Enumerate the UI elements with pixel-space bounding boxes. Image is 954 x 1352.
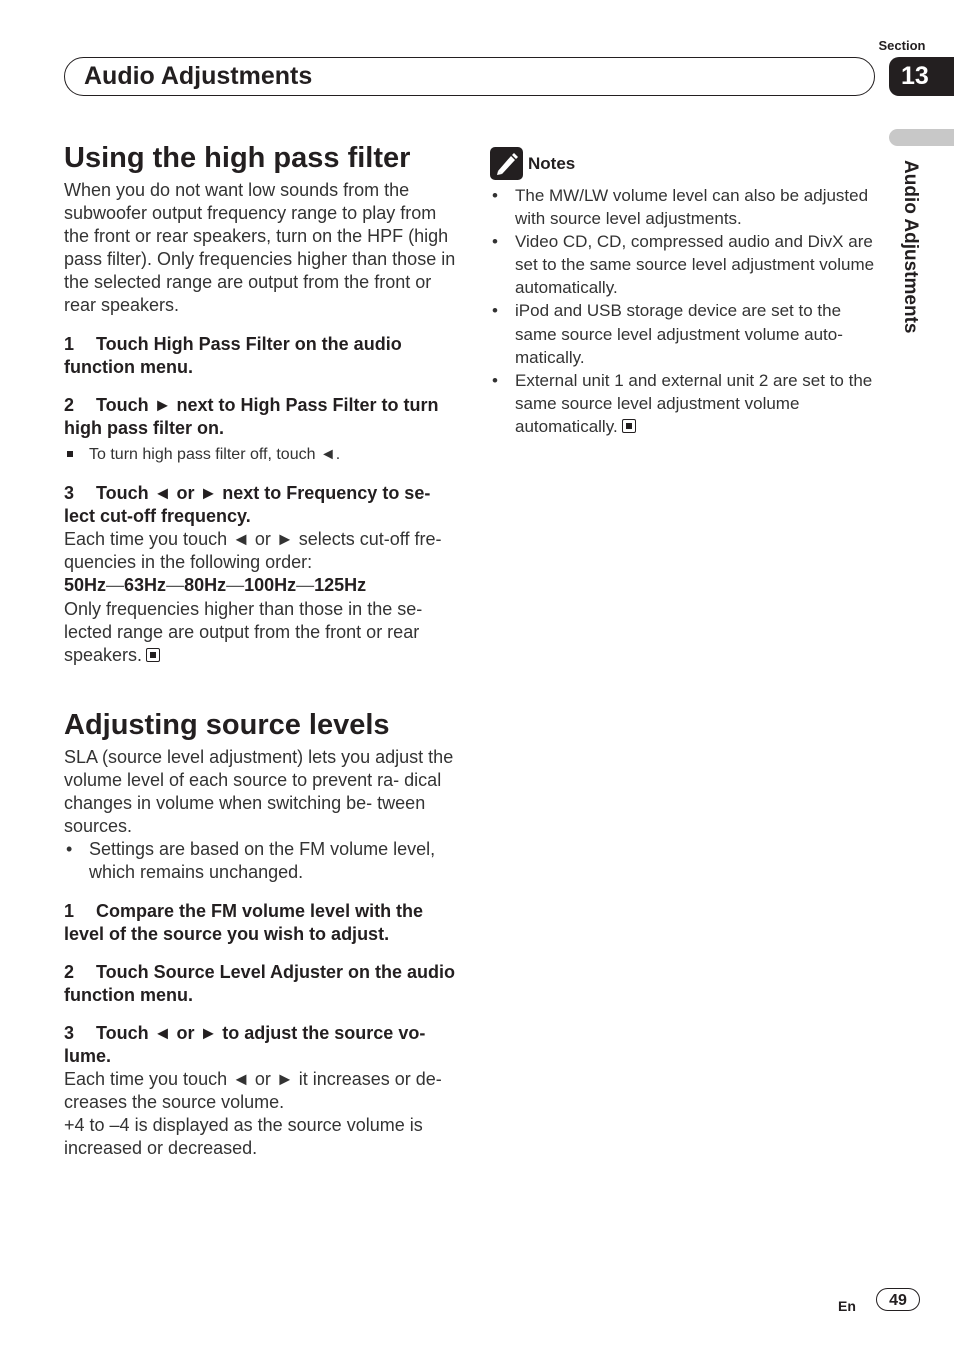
note-item: • iPod and USB storage device are set to the same source level adjustment volume auto- matically. — [490, 299, 882, 368]
step-text: Touch ◄ or ► next to Frequency to se- lect cut-off frequency. — [64, 483, 431, 527]
notes-section — [490, 147, 882, 438]
freq-item: 125Hz — [314, 575, 367, 596]
language-label: En — [838, 1298, 856, 1314]
page-number: 49 — [876, 1288, 920, 1311]
sla-intro: SLA (source level adjustment) lets you adjust the volume level of each source to prevent ra- dical changes in volume when switching be- tween sources. — [64, 747, 454, 837]
frequency-sequence — [64, 574, 456, 597]
hpf-step-3 — [64, 482, 456, 528]
hpf-step-1 — [64, 333, 456, 379]
step-text: Touch ◄ or ► to adjust the source vo- lume. — [64, 1022, 426, 1067]
step-text: Touch Source Level Adjuster on the audio function menu. — [64, 961, 456, 1005]
step-number: 3 — [64, 1022, 75, 1043]
sla-section — [64, 708, 456, 1161]
range-rest: is displayed as the source volume is increased or decreased. — [64, 1115, 423, 1159]
freq-item: 100Hz — [244, 575, 297, 596]
freq-item: 63Hz — [124, 575, 167, 596]
section-label: Section — [878, 38, 926, 53]
freq-item: 50Hz — [64, 575, 107, 596]
freq-separator: — — [226, 575, 245, 596]
end-mark-icon — [146, 648, 160, 662]
hpf-intro: When you do not want low sounds from the subwoofer output frequency range to play from the front or rear speakers, turn on the HPF (high pass filter). Only frequencies higher than those in the selected range are output from the front or rear speakers. — [64, 180, 456, 316]
sla-step-1 — [64, 900, 456, 946]
range-to: to — [84, 1115, 110, 1136]
chapter-title: Audio Adjustments — [84, 62, 313, 90]
sla-step-3 — [64, 1022, 456, 1068]
step-number: 2 — [64, 394, 75, 415]
section-number-badge: 13 — [889, 57, 954, 96]
sla-heading: Adjusting source levels — [64, 709, 390, 741]
note-text: External unit 1 and external unit 2 are set to the same source level adjustment volume automatically. — [515, 370, 873, 436]
notes-list — [490, 184, 882, 438]
notes-pencil-icon — [490, 147, 523, 180]
sla-bullet: • Settings are based on the FM volume level, which remains unchanged. — [64, 838, 456, 884]
hpf-section — [64, 141, 456, 667]
step-number: 3 — [64, 483, 75, 504]
step-text: Compare the FM volume level with the level of the source you wish to adjust. — [64, 900, 424, 944]
sla-range-text — [64, 1114, 456, 1160]
hpf-step-3-body: Each time you touch ◄ or ► selects cut-off fre- quencies in the following order: — [64, 529, 442, 573]
step-text: Touch High Pass Filter on the audio function menu. — [64, 333, 402, 377]
hpf-heading: Using the high pass filter — [64, 142, 411, 174]
sla-step-3-body: Each time you touch ◄ or ► it increases or de- creases the source volume. — [64, 1069, 442, 1113]
notes-heading: Notes — [528, 153, 576, 173]
hpf-step-2 — [64, 394, 456, 440]
step-number: 1 — [64, 333, 75, 354]
step-text: Touch ► next to High Pass Filter to turn high pass filter on. — [64, 394, 439, 438]
hpf-step-3-after — [64, 598, 456, 667]
freq-item: 80Hz — [184, 575, 227, 596]
hpf-after-text: Only frequencies higher than those in the se- lected range are output from the front or rear speakers. — [64, 598, 423, 665]
range-high: +4 — [64, 1115, 85, 1136]
sla-step-2 — [64, 961, 456, 1007]
range-low: –4 — [109, 1115, 130, 1136]
freq-separator: — — [166, 575, 185, 596]
note-item — [490, 369, 882, 438]
end-mark-icon — [622, 419, 636, 433]
note-item: • Video CD, CD, compressed audio and DivX are set to the same source level adjustment volume automatically. — [490, 230, 882, 299]
note-item: • The MW/LW volume level can also be adjusted with source level adjustments. — [490, 184, 882, 230]
freq-separator: — — [106, 575, 125, 596]
freq-separator: — — [296, 575, 315, 596]
step-number: 2 — [64, 961, 75, 982]
step-number: 1 — [64, 900, 75, 921]
hpf-step-2-note: To turn high pass filter off, touch ◄. — [64, 443, 456, 466]
side-tab-label: Audio Adjustments — [900, 160, 921, 334]
notes-header — [490, 147, 882, 180]
side-tab-marker — [889, 129, 954, 146]
